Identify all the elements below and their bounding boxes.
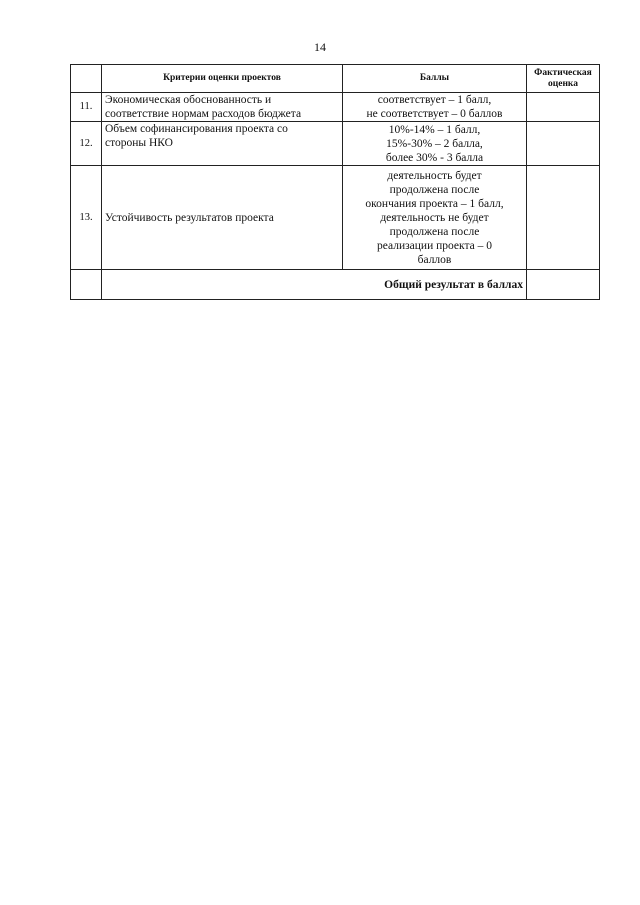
actual-cell (527, 93, 600, 122)
criteria-table (70, 64, 600, 300)
header-score: Баллы (343, 65, 527, 93)
actual-cell (527, 166, 600, 270)
criteria-line: соответствие нормам расходов бюджета (105, 108, 302, 120)
score-line: продолжена после (389, 225, 480, 238)
header-criteria: Критерии оценки проектов (102, 65, 343, 93)
table-row (71, 166, 600, 270)
criteria-cell (102, 122, 343, 166)
table-row (71, 93, 600, 122)
score-line: 10%-14% – 1 балл, (388, 123, 481, 136)
score-cell (343, 122, 527, 166)
row-number: 11. (71, 93, 102, 122)
total-row (71, 270, 600, 300)
score-cell (343, 93, 527, 122)
criteria-cell (102, 166, 343, 270)
page-number: 14 (314, 40, 326, 54)
score-line: продолжена после (389, 183, 480, 196)
row-number: 12. (71, 122, 102, 166)
row-number: 13. (71, 166, 102, 270)
table-header-row (71, 65, 600, 93)
score-line: не соответствует – 0 баллов (366, 108, 503, 120)
criteria-cell (102, 93, 343, 122)
score-line: деятельность не будет (380, 211, 489, 224)
total-label: Общий результат в баллах (102, 270, 527, 300)
actual-cell (527, 122, 600, 166)
score-line: соответствует – 1 балл, (377, 94, 492, 106)
score-line: деятельность будет (387, 169, 482, 182)
score-line: окончания проекта – 1 балл, (365, 197, 504, 210)
table-row (71, 122, 600, 166)
score-line: реализации проекта – 0 (377, 239, 492, 252)
total-number-cell (71, 270, 102, 300)
total-actual-cell (527, 270, 600, 300)
header-actual: Фактическая оценка (527, 65, 600, 93)
score-cell (343, 166, 527, 270)
criteria-line: стороны НКО (105, 137, 173, 149)
score-line: более 30% - 3 балла (385, 151, 484, 164)
header-number (71, 65, 102, 93)
score-line: баллов (417, 253, 452, 266)
score-line: 15%-30% – 2 балла, (386, 137, 483, 150)
criteria-line: Объем софинансирования проекта со (105, 123, 288, 135)
criteria-line: Устойчивость результатов проекта (105, 211, 274, 224)
criteria-line: Экономическая обоснованность и (105, 94, 272, 106)
